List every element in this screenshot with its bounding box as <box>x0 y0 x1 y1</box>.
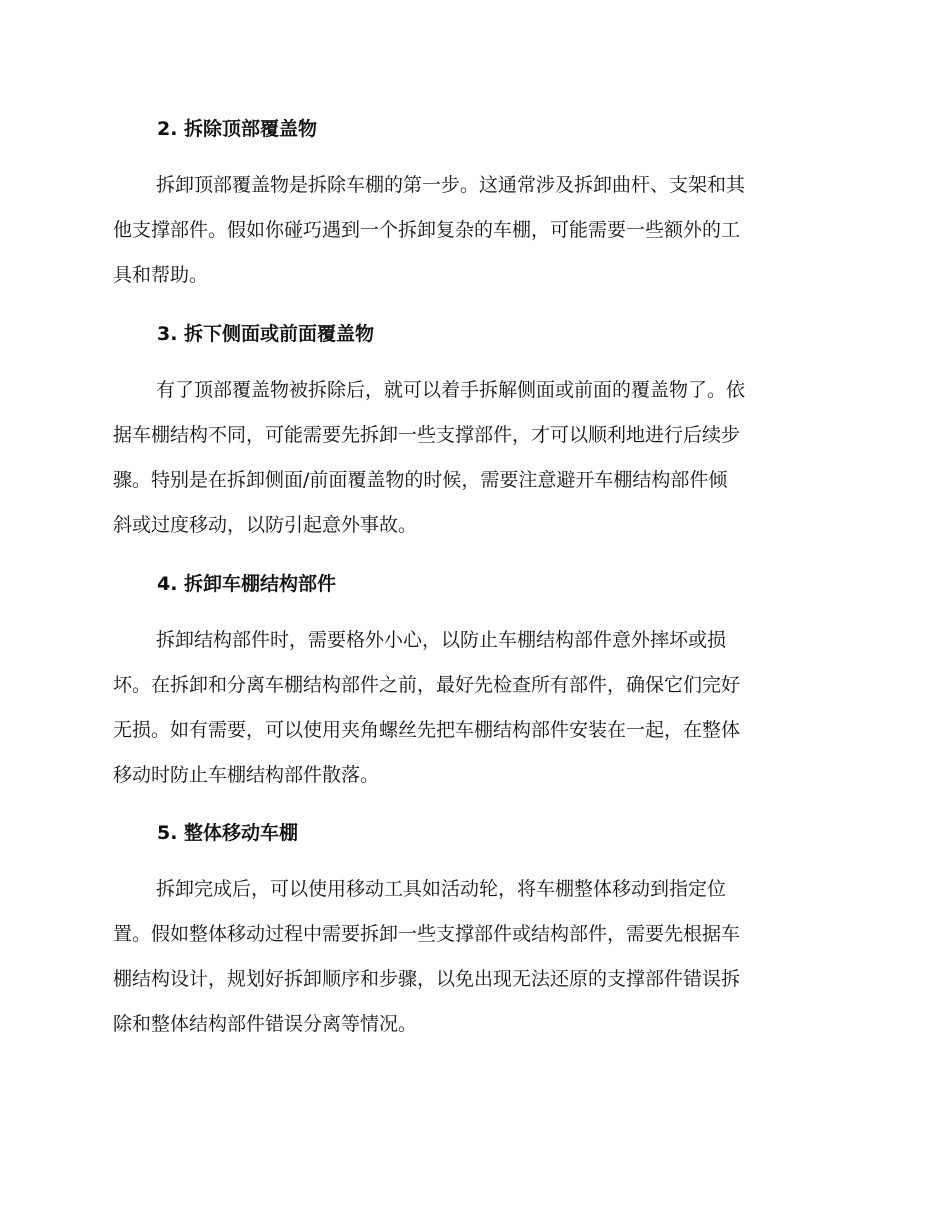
paragraph-line: 据车棚结构不同，可能需要先拆卸一些支撑部件，才可以顺利地进行后续步 <box>113 424 741 446</box>
section-paragraph-remove-top-cover <box>113 163 833 298</box>
section-heading-remove-side-cover: 3. 拆下侧面或前面覆盖物 <box>157 323 375 345</box>
paragraph-line: 棚结构设计，规划好拆卸顺序和步骤，以免出现无法还原的支撑部件错误拆 <box>113 968 741 990</box>
section-paragraph-remove-side-cover <box>113 368 833 548</box>
paragraph-line: 坏。在拆卸和分离车棚结构部件之前，最好先检查所有部件，确保它们完好 <box>113 674 741 696</box>
paragraph-line: 他支撑部件。假如你碰巧遇到一个拆卸复杂的车棚，可能需要一些额外的工 <box>113 219 741 241</box>
section-heading-remove-top-cover: 2. 拆除顶部覆盖物 <box>157 118 318 140</box>
paragraph-line: 移动时防止车棚结构部件散落。 <box>113 764 380 786</box>
paragraph-line: 骤。特别是在拆卸侧面/前面覆盖物的时候，需要注意避开车棚结构部件倾 <box>113 469 728 491</box>
paragraph-line: 无损。如有需要，可以使用夹角螺丝先把车棚结构部件安装在一起，在整体 <box>113 719 741 741</box>
paragraph-line: 拆卸结构部件时，需要格外小心，以防止车棚结构部件意外摔坏或损 <box>156 629 727 651</box>
section-heading-move-shed: 5. 整体移动车棚 <box>157 822 299 844</box>
paragraph-line: 拆卸顶部覆盖物是拆除车棚的第一步。这通常涉及拆卸曲杆、支架和其 <box>156 174 746 196</box>
paragraph-line: 具和帮助。 <box>113 264 209 286</box>
paragraph-line: 拆卸完成后，可以使用移动工具如活动轮，将车棚整体移动到指定位 <box>156 878 727 900</box>
paragraph-line: 置。假如整体移动过程中需要拆卸一些支撑部件或结构部件，需要先根据车 <box>113 923 741 945</box>
paragraph-line: 有了顶部覆盖物被拆除后，就可以着手拆解侧面或前面的覆盖物了。依 <box>156 379 746 401</box>
paragraph-line: 斜或过度移动，以防引起意外事故。 <box>113 514 418 536</box>
section-paragraph-remove-structure <box>113 618 833 798</box>
section-paragraph-move-shed <box>113 867 833 1047</box>
paragraph-line: 除和整体结构部件错误分离等情况。 <box>113 1013 418 1035</box>
section-heading-remove-structure: 4. 拆卸车棚结构部件 <box>157 573 337 595</box>
